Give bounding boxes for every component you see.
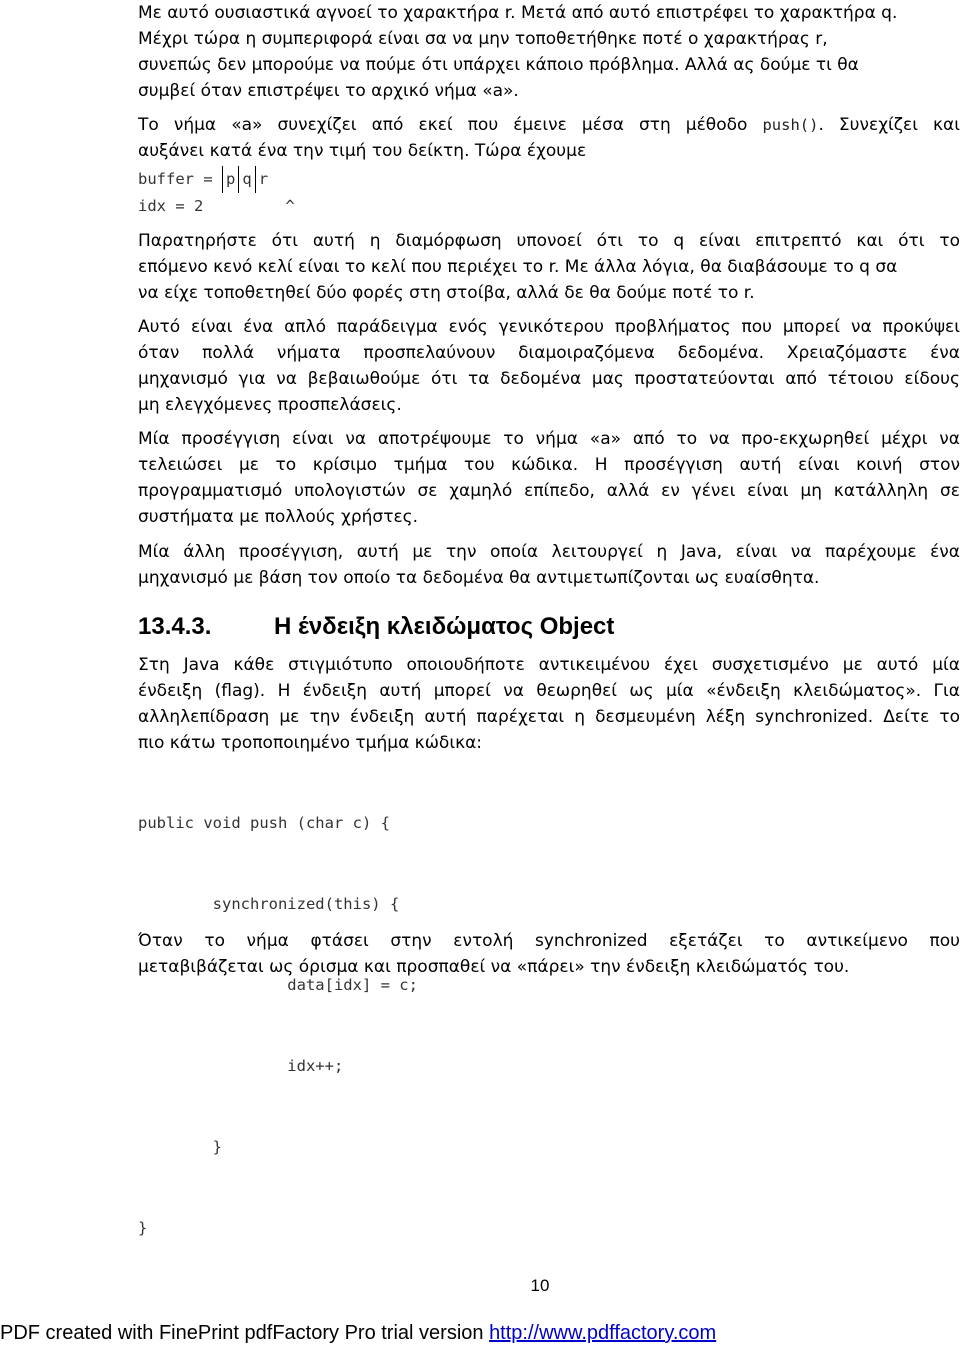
- text-line: προγραμματισμό υπολογιστών σε χαμηλό επίπεδο, αλλά εν γένει είναι μη κατάλληλη σε: [138, 481, 960, 501]
- pdf-footer: [0, 1322, 716, 1345]
- text-line: συνεπώς δεν μπορούμε να πούμε ότι υπάρχει κάποιο πρόβλημα. Αλλά ας δούμε τι θα: [138, 55, 859, 75]
- code-line: idx++;: [138, 1057, 344, 1075]
- text-line: Όταν το νήμα φτάσει στην εντολή synchronized εξετάζει το αντικείμενο που: [138, 931, 960, 951]
- text-line: μηχανισμό για να βεβαιωθούμε ότι τα δεδομένα μας προστατεύονται από τέτοιου είδους: [138, 369, 960, 389]
- text-line: μη ελεγχόμενες προσπελάσεις.: [138, 395, 402, 415]
- idx-line: idx = 2 ^: [138, 197, 295, 215]
- buffer-cell: q: [238, 166, 254, 193]
- text-line: Με αυτό ουσιαστικά αγνοεί το χαρακτήρα r. Μετά από αυτό επιστρέφει το χαρακτήρα q.: [138, 3, 898, 23]
- section-number: 13.4.3.: [138, 613, 212, 640]
- text-line: αυξάνει κατά ένα την τιμή του δείκτη. Τώρα έχουμε: [138, 141, 587, 161]
- text-line: ένδειξη (flag). Η ένδειξη αυτή μπορεί να θεωρηθεί ως μία «ένδειξη κλειδώματος». Για: [138, 681, 960, 701]
- buffer-cell: p: [222, 166, 238, 193]
- code-line: data[idx] = c;: [138, 976, 418, 994]
- observe-paragraph: [138, 228, 960, 306]
- text-line: Μέχρι τώρα η συμπεριφορά είναι σα να μην τοποθετήθηκε ποτέ ο χαρακτήρας r,: [138, 29, 828, 49]
- text-line: μεταβιβάζεται ως όρισμα και προσπαθεί να «πάρει» την ένδειξη κλειδώματός του.: [138, 957, 850, 977]
- code-line: public void push (char c) {: [138, 814, 390, 832]
- general-paragraph: [138, 314, 960, 418]
- text-line: συστήματα με πολλούς χρήστες.: [138, 507, 419, 527]
- code-line: synchronized(this) {: [138, 895, 400, 913]
- text-line: Μία άλλη προσέγγιση, αυτή με την οποία λειτουργεί η Java, είναι να παρέχουμε ένα: [138, 542, 960, 562]
- section-title: Η ένδειξη κλειδώματος Object: [274, 613, 615, 640]
- section-heading: [138, 612, 960, 642]
- text-line: Στη Java κάθε στιγμιότυπο οποιουδήποτε αντικειμένου έχει συσχετισμένο με αυτό μία: [138, 655, 960, 675]
- buffer-display: [138, 166, 960, 220]
- text-line: συμβεί όταν επιστρέψει το αρχικό νήμα «a».: [138, 81, 519, 101]
- intro-paragraph: [138, 0, 960, 104]
- text-line: Αυτό είναι ένα απλό παράδειγμα ενός γενικότερου προβλήματος που μπορεί να προκύψει: [138, 317, 960, 337]
- text-line: αλληλεπίδραση με την ένδειξη αυτή παρέχεται η δεσμευμένη λέξη synchronized. Δείτε το: [138, 707, 960, 727]
- code-line: }: [138, 1138, 222, 1156]
- buffer-line: buffer = p q r: [138, 166, 960, 193]
- code-block: [138, 756, 960, 1296]
- buffer-cell: r: [255, 166, 271, 193]
- text-line: πιο κάτω τροποποιημένο τμήμα κώδικα:: [138, 733, 483, 753]
- flag-paragraph: [138, 652, 960, 756]
- text-line: επόμενο κενό κελί είναι το κελί που περιέχει το r. Με άλλα λόγια, θα διαβάσουμε το q σα: [138, 257, 898, 277]
- text-line: μηχανισμό με βάση τον οποίο τα δεδομένα θα αντιμετωπίζονται ως ευαίσθητα.: [138, 568, 820, 588]
- page-number: 10: [530, 1276, 550, 1295]
- idx-pointer: ^: [285, 197, 295, 215]
- final-paragraph: [138, 928, 960, 980]
- footer-text: PDF created with FinePrint pdfFactory Pro trial version: [0, 1322, 490, 1344]
- text-line: να είχε τοποθετηθεί δύο φορές στη στοίβα, αλλά δε θα δούμε ποτέ το r.: [138, 283, 755, 303]
- thread-paragraph: [138, 112, 960, 164]
- approach2-paragraph: [138, 539, 960, 591]
- text-line: τελειώσει με το κρίσιμο τμήμα του κώδικα. Η προσέγγιση αυτή είναι κοινή στον: [138, 455, 960, 475]
- text-line: Μία προσέγγιση είναι να αποτρέψουμε το νήμα «a» από το να προ-εκχωρηθεί μέχρι να: [138, 429, 960, 449]
- code-line: }: [138, 1219, 148, 1237]
- inline-code: push(): [762, 116, 819, 134]
- text-line: Το νήμα «a» συνεχίζει από εκεί που έμεινε μέσα στη μέθοδο push(). Συνεχίζει και: [138, 115, 960, 135]
- text-line: όταν πολλά νήματα προσπελαύνουν διαμοιραζόμενα δεδομένα. Χρειαζόμαστε ένα: [138, 343, 960, 363]
- text-line: Παρατηρήστε ότι αυτή η διαμόρφωση υπονοεί ότι το q είναι επιτρεπτό και ότι το: [138, 231, 960, 251]
- approach1-paragraph: [138, 426, 960, 530]
- footer-link[interactable]: http://www.pdffactory.com: [489, 1322, 717, 1344]
